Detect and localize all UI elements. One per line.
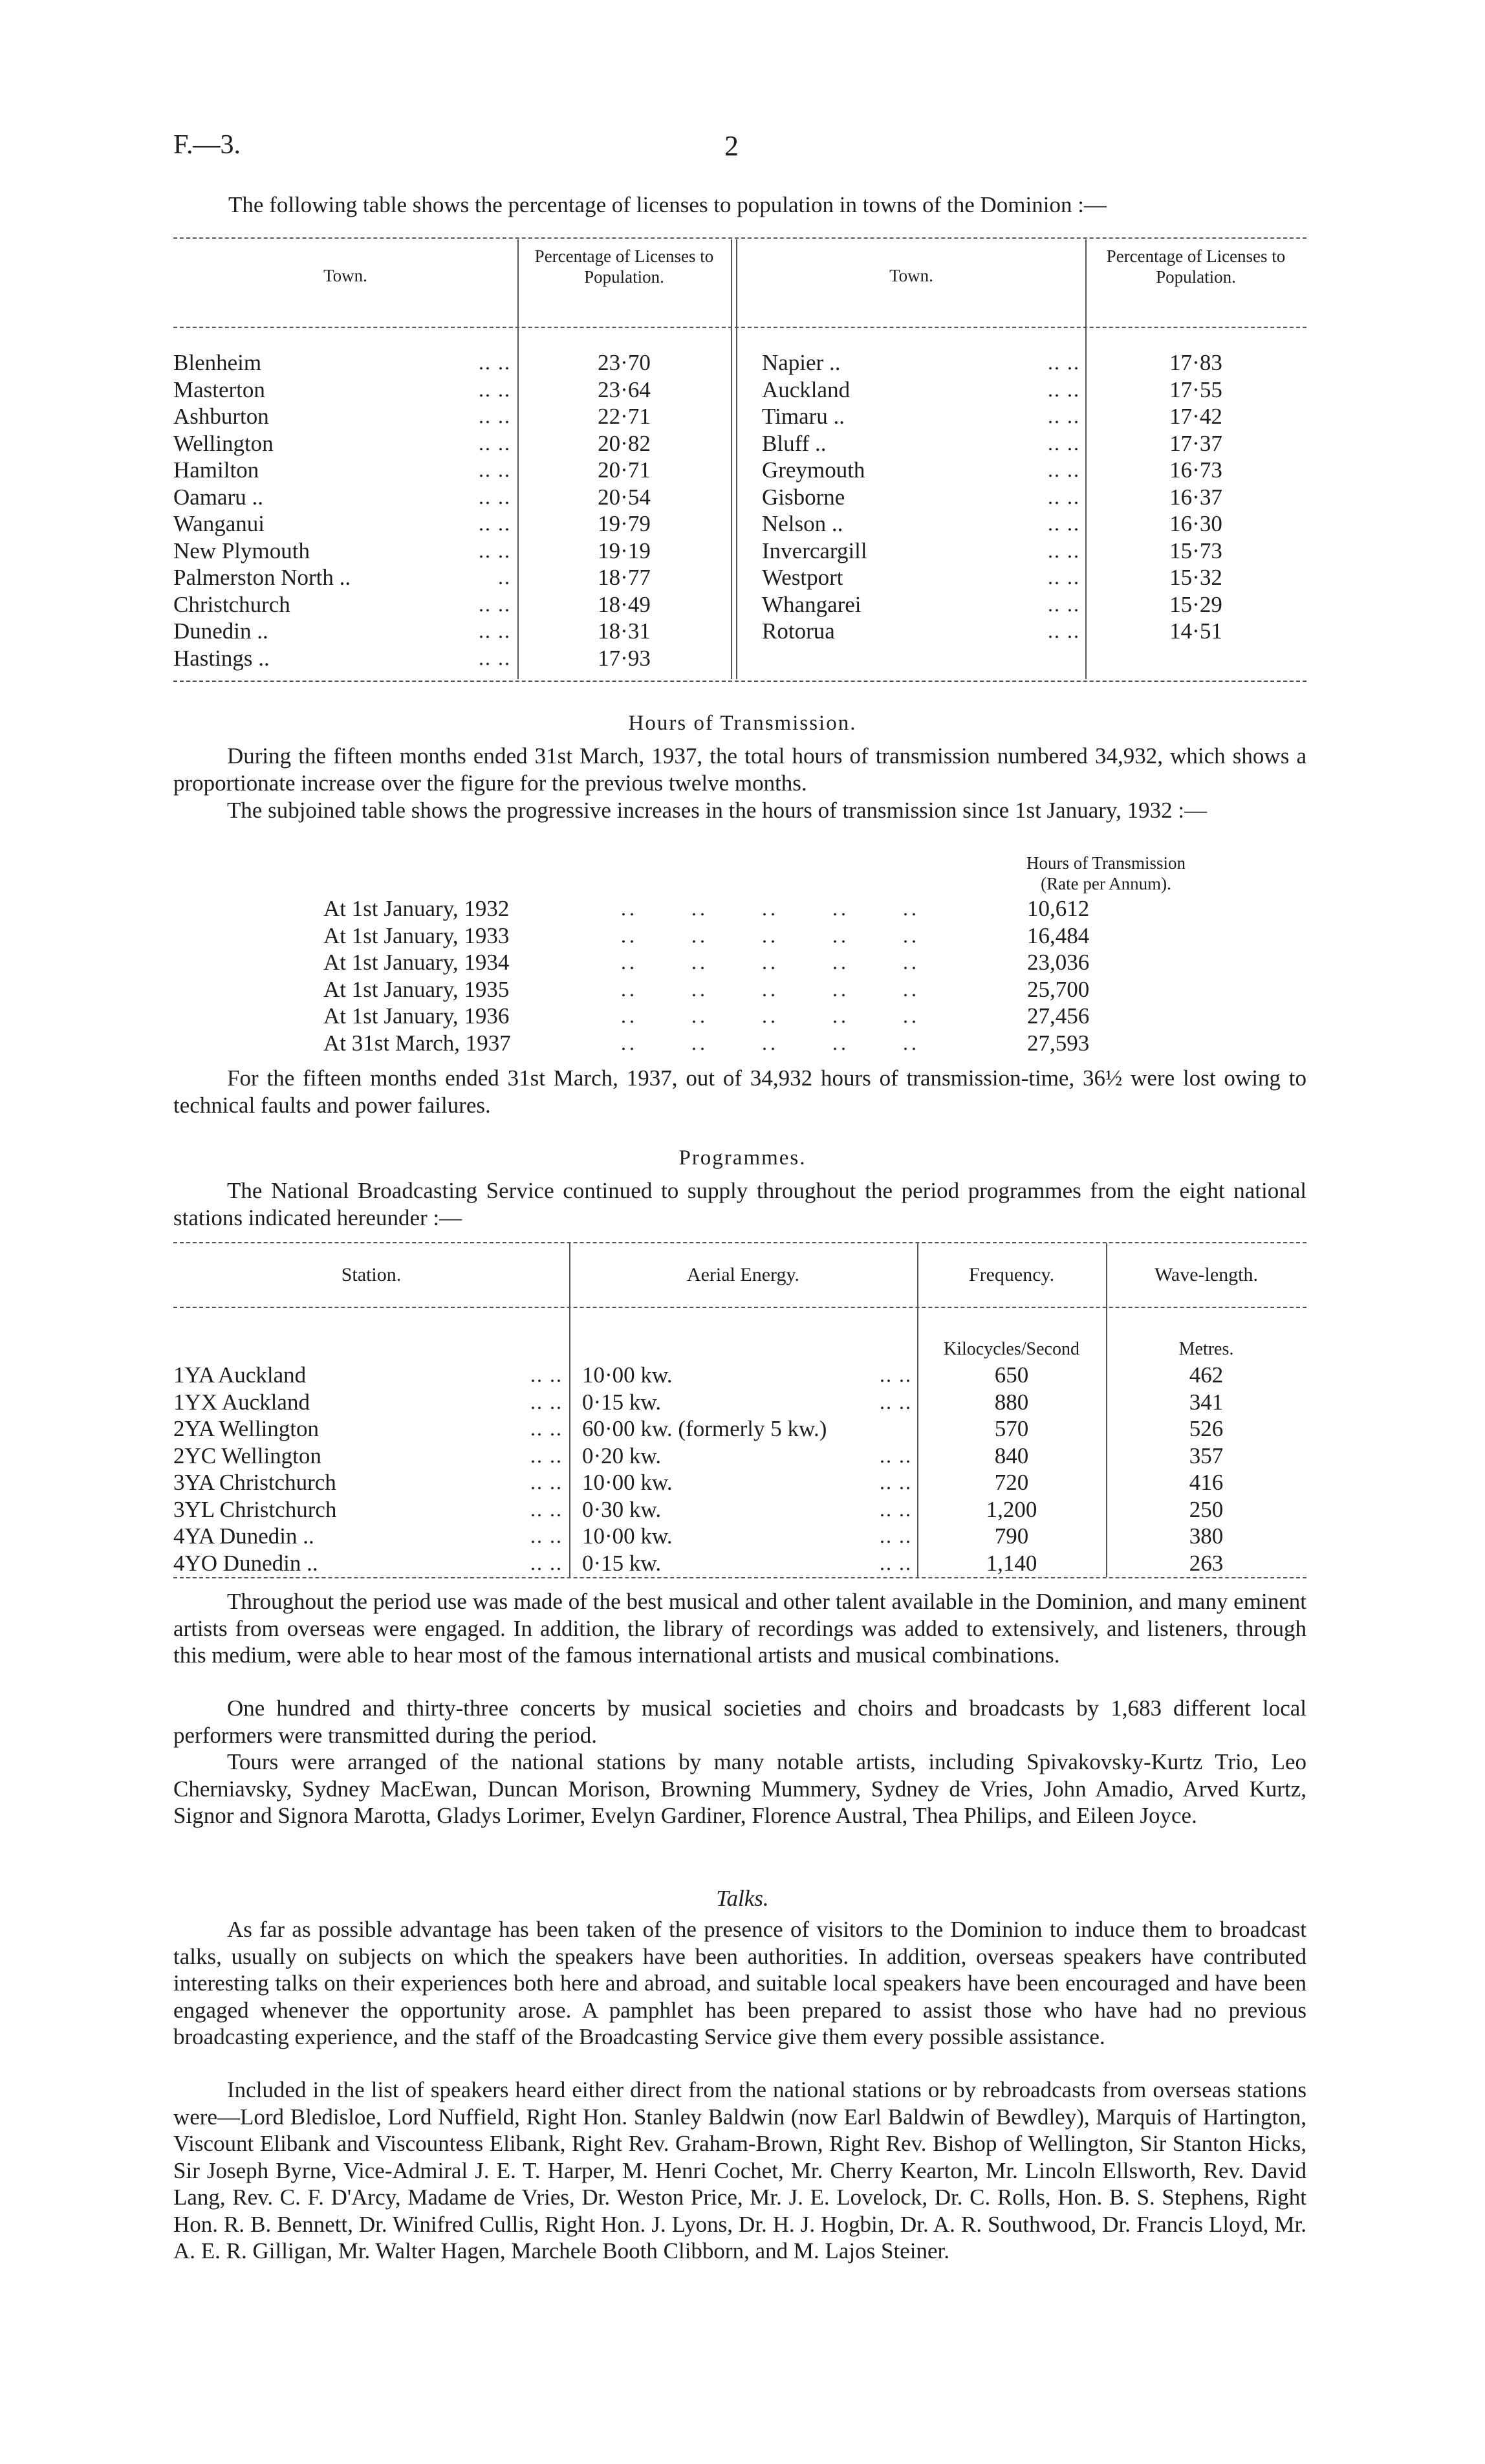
leader-dots: .. ..	[880, 1524, 912, 1547]
talks-paragraph-1: As far as possible advantage has been taken of the presence of visitors to the Dominion to induce them to broadcast talks, usually on subjects on which the speakers have been authorities. In addition, overseas speakers have contributed interesting talks on their experiences both here and abroad, and suitable local speakers have been encouraged and have been engaged whenever the opportunity arose. A pamphlet has been prepared to assist those who have had no previous broadcasting experience, and the staff of the Broadcasting Service give them every possible assistance.	[173, 1917, 1306, 2049]
leader-dots: .. ..	[1048, 619, 1080, 642]
leader-dots: .. ..	[479, 646, 511, 670]
aerial-energy: 0·15 kw.	[582, 1550, 662, 1576]
leader-dots: .. ..	[479, 404, 511, 428]
programmes-paragraph-2: Throughout the period use was made of the best musical and other talent available in the Dominion, and many eminent artists from overseas were engaged. In addition, the library of recordings was added to extensively, and listeners, through this medium, were able to hear most of the famous international artists and musical combinations.	[173, 1589, 1306, 1668]
percentage-value: 17·93	[598, 645, 651, 671]
town-name: Napier ..	[762, 350, 841, 375]
wave-length-value: 462	[1189, 1362, 1224, 1388]
wave-length-value: 263	[1189, 1550, 1224, 1576]
frequency-unit: Kilocycles/Second	[944, 1339, 1079, 1359]
leader-dots: .. ..	[880, 1363, 912, 1386]
leader-dots: .. .. .. .. ..	[621, 1030, 920, 1054]
aerial-energy: 0·20 kw.	[582, 1443, 662, 1468]
table-header-rule	[173, 327, 1306, 328]
town-name: Invercargill	[762, 538, 867, 563]
hours-row-label: At 31st March, 1937	[323, 1030, 511, 1056]
leader-dots: .. ..	[880, 1497, 912, 1521]
hours-column-head	[990, 853, 1222, 894]
wave-length-unit: Metres.	[1178, 1339, 1234, 1359]
percentage-value: 20·54	[598, 484, 651, 510]
town-name: Bluff ..	[762, 430, 827, 456]
leader-dots: .. ..	[1048, 592, 1080, 616]
leader-dots: .. ..	[530, 1497, 563, 1521]
leader-dots: .. ..	[1048, 377, 1080, 401]
percentage-value: 20·82	[598, 430, 651, 456]
talks-paragraph-2: Included in the list of speakers heard either direct from the national stations or by rebroadcasts from overseas stations were—Lord Bledisloe, Lord Nuffield, Right Hon. Stanley Baldwin (now Earl Baldwin of Bewdley), Marquis of Hartington, Viscount Elibank and Viscountess Elibank, Right Rev. Graham-Brown, Right Rev. Bishop of Wellington, Sir Stanton Hicks, Sir Joseph Byrne, Vice-Admiral J. E. T. Harper, M. Henri Cochet, Mr. Cherry Kearton, Mr. Lincoln Ellsworth, Rev. David Lang, Rev. C. F. D'Arcy, Madame de Vries, Dr. Weston Price, Mr. J. E. Lovelock, Dr. C. Rolls, Hon. B. S. Stephens, Right Hon. R. B. Bennett, Dr. Winifred Cullis, Right Hon. J. Lyons, Dr. H. J. Hogbin, Dr. A. R. Southwood, Dr. Francis Lloyd, Mr. A. E. R. Gilligan, Mr. Walter Hagen, Marchele Booth Clibborn, and M. Lajos Steiner.	[173, 2077, 1306, 2263]
leader-dots: .. .. .. .. ..	[621, 1004, 920, 1027]
station-name: 1YA Auckland	[173, 1362, 307, 1388]
leader-dots: .. ..	[530, 1470, 563, 1494]
town-name: Whangarei	[762, 591, 862, 617]
percentage-value: 22·71	[598, 404, 651, 429]
leader-dots: .. .. .. .. ..	[621, 897, 920, 920]
percentage-value: 16·73	[1169, 457, 1222, 483]
leader-dots: .. ..	[880, 1551, 912, 1575]
wave-length-value: 250	[1189, 1496, 1224, 1522]
percentage-value: 16·37	[1169, 484, 1222, 510]
wave-length-value: 341	[1189, 1389, 1224, 1415]
hours-row-value: 23,036	[1027, 950, 1090, 975]
wave-length-value: 380	[1189, 1523, 1224, 1549]
aerial-energy: 10·00 kw.	[582, 1523, 673, 1549]
frequency-value: 790	[994, 1523, 1029, 1549]
percentage-value: 17·55	[1169, 376, 1222, 402]
leader-dots: .. .. .. .. ..	[621, 923, 920, 947]
percentage-value: 14·51	[1169, 618, 1222, 644]
stations-top-rule	[173, 1242, 1306, 1243]
leader-dots: ..	[498, 565, 511, 589]
leader-dots: .. ..	[1048, 485, 1080, 508]
percentage-value: 19·19	[598, 538, 651, 563]
percentage-value: 23·70	[598, 350, 651, 375]
aerial-energy: 60·00 kw. (formerly 5 kw.)	[582, 1416, 827, 1441]
hours-heading: Hours of Transmission.	[628, 712, 857, 735]
wave-length-value: 416	[1189, 1470, 1224, 1495]
station-name: 3YL Christchurch	[173, 1496, 337, 1522]
hours-row-label: At 1st January, 1935	[323, 976, 510, 1002]
town-name: Dunedin ..	[173, 618, 268, 644]
licenses-intro: The following table shows the percentage of licenses to population in towns of the Dominion :—	[228, 192, 1107, 217]
hours-row-label: At 1st January, 1934	[323, 950, 510, 975]
programmes-paragraph-4: Tours were arranged of the national stations by many notable artists, including Spivakovsky-Kurtz Trio, Leo Cherniavsky, Sydney MacEwan, Duncan Morison, Browning Mummery, Sydney de Vries, John Amadio, Arved Kurtz, Signor and Signora Marotta, Gladys Lorimer, Evelyn Gardiner, Florence Austral, Thea Philips, and Eileen Joyce.	[173, 1749, 1306, 1828]
percentage-value: 17·42	[1169, 404, 1222, 429]
town-name: Christchurch	[173, 591, 290, 617]
aerial-energy: 0·15 kw.	[582, 1389, 662, 1415]
town-name: Wanganui	[173, 511, 265, 536]
frequency-value: 570	[994, 1416, 1029, 1441]
town-name: Hastings ..	[173, 645, 270, 671]
header-station: Station.	[341, 1264, 402, 1285]
town-name: Timaru ..	[762, 404, 845, 429]
leader-dots: .. ..	[479, 485, 511, 508]
double-column-divider	[731, 239, 737, 679]
header-town-right: Town.	[889, 266, 933, 285]
percentage-value: 18·49	[598, 591, 651, 617]
leader-dots: .. ..	[479, 431, 511, 455]
town-name: Blenheim	[173, 350, 262, 375]
leader-dots: .. ..	[1048, 565, 1080, 589]
hours-row-value: 16,484	[1027, 922, 1090, 948]
frequency-value: 650	[994, 1362, 1029, 1388]
leader-dots: .. ..	[880, 1443, 912, 1467]
header-frequency: Frequency.	[968, 1264, 1055, 1285]
hours-row-value: 27,456	[1027, 1003, 1090, 1029]
hours-row-label: At 1st January, 1932	[323, 896, 510, 921]
header-percentage-left: Percentage of Licenses to Population.	[534, 246, 714, 287]
leader-dots: .. ..	[479, 377, 511, 401]
leader-dots: .. ..	[880, 1390, 912, 1413]
town-name: Rotorua	[762, 618, 835, 644]
percentage-value: 15·32	[1169, 565, 1222, 590]
page-number: 2	[724, 130, 739, 162]
frequency-value: 1,140	[986, 1550, 1037, 1576]
town-name: Oamaru ..	[173, 484, 263, 510]
percentage-value: 18·77	[598, 565, 651, 590]
percentage-value: 17·37	[1169, 430, 1222, 456]
leader-dots: .. ..	[479, 458, 511, 481]
town-name: Masterton	[173, 376, 265, 402]
leader-dots: .. ..	[880, 1470, 912, 1494]
station-name: 3YA Christchurch	[173, 1470, 336, 1495]
leader-dots: .. .. .. .. ..	[621, 977, 920, 1001]
percentage-value: 15·73	[1169, 538, 1222, 563]
header-wave-length: Wave-length.	[1154, 1264, 1259, 1285]
station-name: 2YC Wellington	[173, 1443, 321, 1468]
leader-dots: .. ..	[479, 592, 511, 616]
leader-dots: .. ..	[1048, 351, 1080, 374]
hours-row-value: 27,593	[1027, 1030, 1090, 1056]
town-name: Greymouth	[762, 457, 865, 483]
leader-dots: .. ..	[1048, 404, 1080, 428]
talks-heading: Talks.	[716, 1886, 769, 1911]
percentage-value: 23·64	[598, 376, 651, 402]
percentage-value: 19·79	[598, 511, 651, 536]
hours-row-label: At 1st January, 1933	[323, 922, 510, 948]
leader-dots: .. ..	[1048, 538, 1080, 562]
programmes-heading: Programmes.	[678, 1146, 807, 1170]
frequency-value: 880	[994, 1389, 1029, 1415]
hours-row-label: At 1st January, 1936	[323, 1003, 510, 1029]
wave-length-value: 357	[1189, 1443, 1224, 1468]
town-name: Hamilton	[173, 457, 259, 483]
percentage-value: 15·29	[1169, 591, 1222, 617]
town-name: Nelson ..	[762, 511, 843, 536]
percentage-value: 20·71	[598, 457, 651, 483]
percentage-value: 16·30	[1169, 511, 1222, 536]
leader-dots: .. ..	[479, 512, 511, 535]
frequency-value: 720	[994, 1470, 1029, 1495]
leader-dots: .. ..	[530, 1363, 563, 1386]
wave-length-value: 526	[1189, 1416, 1224, 1441]
hours-paragraph-2: The subjoined table shows the progressive increases in the hours of transmission since 1st January, 1932 :—	[227, 798, 1208, 823]
hours-paragraph-1: During the fifteen months ended 31st March, 1937, the total hours of transmission numbered 34,932, which shows a proportionate increase over the figure for the previous twelve months.	[173, 743, 1306, 796]
hours-column-head-line-1: Hours of Transmission	[1026, 853, 1186, 873]
town-name: Palmerston North ..	[173, 565, 351, 590]
stations-bottom-rule	[173, 1577, 1306, 1578]
town-name: Ashburton	[173, 404, 269, 429]
hours-paragraph-3: For the fifteen months ended 31st March, 1937, out of 34,932 hours of transmission-time, 36½ were lost owing to technical faults and power failures.	[173, 1065, 1306, 1118]
leader-dots: .. ..	[479, 538, 511, 562]
station-name: 4YA Dunedin ..	[173, 1523, 314, 1549]
frequency-value: 1,200	[986, 1496, 1037, 1522]
leader-dots: .. ..	[530, 1417, 563, 1440]
percentage-value: 18·31	[598, 618, 651, 644]
programmes-paragraph-1: The National Broadcasting Service continued to supply throughout the period programmes from the eight national stations indicated hereunder :—	[173, 1178, 1306, 1230]
station-name: 4YO Dunedin ..	[173, 1550, 318, 1576]
town-name: Westport	[762, 565, 843, 590]
leader-dots: .. ..	[530, 1443, 563, 1467]
header-percentage-right: Percentage of Licenses to Population.	[1106, 246, 1286, 287]
town-name: Auckland	[762, 376, 851, 402]
stations-header-rule	[173, 1307, 1306, 1308]
hours-column-head-line-2: (Rate per Annum).	[1041, 874, 1171, 893]
leader-dots: .. ..	[479, 351, 511, 374]
town-name: New Plymouth	[173, 538, 310, 563]
leader-dots: .. .. .. .. ..	[621, 950, 920, 974]
frequency-value: 840	[994, 1443, 1029, 1468]
programmes-paragraph-3: One hundred and thirty-three concerts by musical societies and choirs and broadcasts by 1,683 different local performers were transmitted during the period.	[173, 1695, 1306, 1748]
station-name: 2YA Wellington	[173, 1416, 320, 1441]
leader-dots: .. ..	[479, 619, 511, 642]
station-name: 1YX Auckland	[173, 1389, 310, 1415]
hours-row-value: 10,612	[1027, 896, 1090, 921]
hours-row-value: 25,700	[1027, 976, 1090, 1002]
header-town-left: Town.	[323, 266, 367, 285]
leader-dots: .. ..	[1048, 458, 1080, 481]
leader-dots: .. ..	[530, 1551, 563, 1575]
town-name: Wellington	[173, 430, 274, 456]
column-divider	[569, 1243, 570, 1577]
aerial-energy: 10·00 kw.	[582, 1470, 673, 1495]
report-reference: F.—3.	[173, 130, 241, 160]
aerial-energy: 10·00 kw.	[582, 1362, 673, 1388]
leader-dots: .. ..	[1048, 512, 1080, 535]
leader-dots: .. ..	[1048, 431, 1080, 455]
table-bottom-rule	[173, 681, 1306, 682]
leader-dots: .. ..	[530, 1390, 563, 1413]
header-aerial-energy: Aerial Energy.	[686, 1264, 800, 1285]
leader-dots: .. ..	[530, 1524, 563, 1547]
town-name: Gisborne	[762, 484, 845, 510]
aerial-energy: 0·30 kw.	[582, 1496, 662, 1522]
percentage-value: 17·83	[1169, 350, 1222, 375]
table-top-rule	[173, 237, 1306, 239]
